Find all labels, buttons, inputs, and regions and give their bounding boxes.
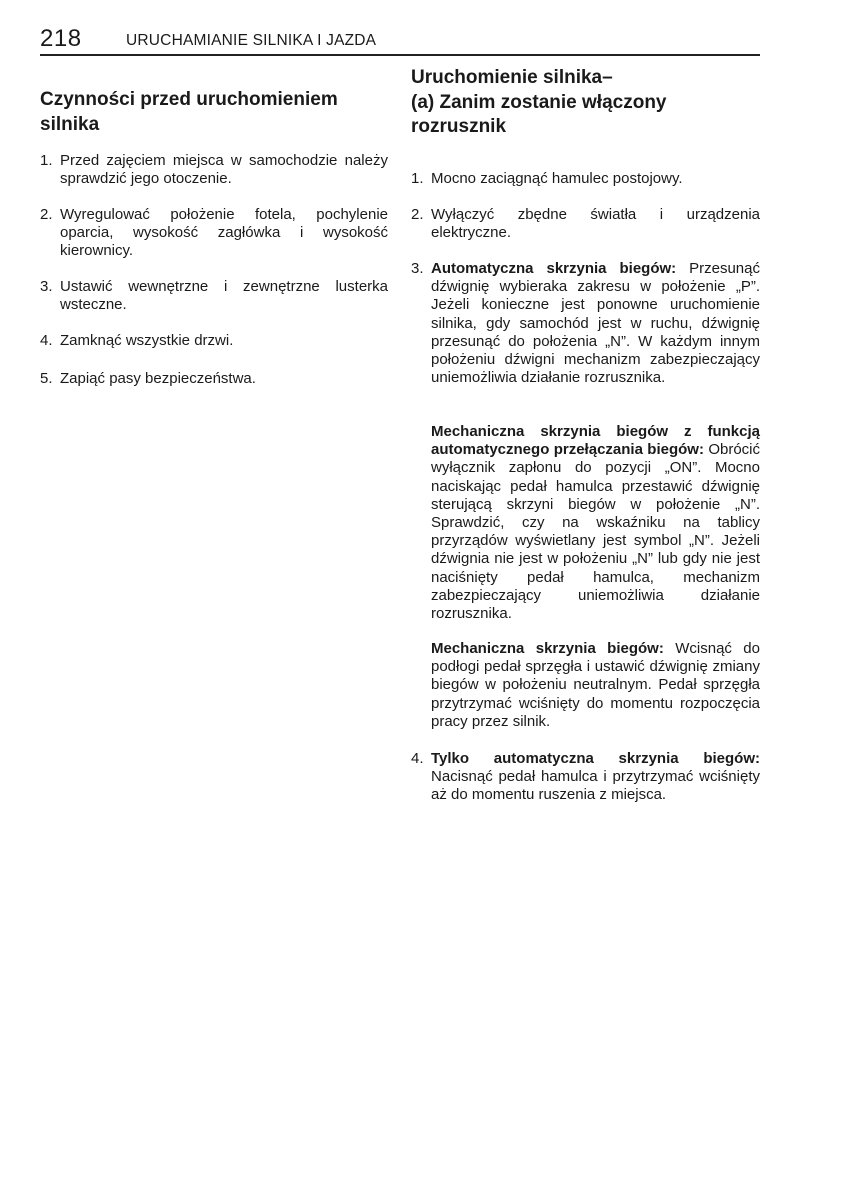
item-number: 2. xyxy=(411,206,424,223)
left-heading: Czynności przed uruchomieniem silnika xyxy=(40,89,338,135)
item-text: Nacisnąć pedał hamulca i przytrzymać wciśnięty aż do momentu ruszenia z miejsca. xyxy=(431,768,760,804)
item-bold-label: Automatyczna skrzynia biegów: xyxy=(431,260,677,277)
item-number: 3. xyxy=(40,278,53,295)
sub-paragraph-auto-manual xyxy=(411,423,760,623)
item-text: Zamknąć wszystkie drzwi. xyxy=(60,332,234,349)
list-item xyxy=(40,206,388,261)
sub-bold-label: Mechaniczna skrzynia biegów z funkcją automatycznego przełączania biegów: xyxy=(431,423,760,459)
item-text: Wyregulować położenie fotela, pochylenie oparcia, wysokość zagłówka i wysokość kierownicy. xyxy=(60,206,388,260)
item-number: 1. xyxy=(40,152,53,169)
list-item xyxy=(411,170,760,188)
section-title: URUCHAMIANIE SILNIKA I JAZDA xyxy=(126,32,377,49)
sub-paragraph-manual xyxy=(411,640,760,731)
item-text: Przesunąć dźwignię wybieraka zakresu w położenie „P”. Jeżeli konieczne jest ponowne uruchomienie silnika, gdy samochód jest w ruchu, dźwignię przesunąć do położenia „N”. W każdym innym położeniu dźwigni mechanizm zabezpieczający uniemożliwia działanie rozrusznika. xyxy=(431,260,760,387)
page-header xyxy=(40,24,760,56)
right-heading-line: (a) Zanim zostanie włączony xyxy=(411,91,667,113)
list-item xyxy=(40,332,388,350)
item-text: Wyłączyć zbędne światła i urządzenia elektryczne. xyxy=(431,206,760,242)
list-item xyxy=(40,370,388,388)
item-text: Zapiąć pasy bezpieczeństwa. xyxy=(60,370,256,387)
item-number: 2. xyxy=(40,206,53,223)
list-item xyxy=(411,260,760,387)
item-number: 3. xyxy=(411,260,424,277)
item-number: 4. xyxy=(411,750,424,767)
right-heading-line: Uruchomienie silnika– xyxy=(411,67,613,88)
list-item xyxy=(411,750,760,805)
list-item xyxy=(40,152,388,188)
item-number: 5. xyxy=(40,370,53,387)
item-text: Mocno zaciągnąć hamulec postojowy. xyxy=(431,170,683,187)
right-heading-line: rozrusznik xyxy=(411,116,507,137)
item-text: Przed zajęciem miejsca w samochodzie należy sprawdzić jego otoczenie. xyxy=(60,152,388,188)
sub-text: Obrócić wyłącznik zapłonu do pozycji „ON”. Mocno naciskając pedał hamulca przestawić dźwignię sterującą skrzyni biegów w położenie „N”. Sprawdzić, czy na wskaźniku na tablicy przyrządów wyświetlany jest symbol „N”. Jeżeli dźwignia nie jest w położeniu „N” lub gdy nie jest naciśnięty pedał hamulca, mechanizm zabezpieczający uniemożliwia działanie rozrusznika. xyxy=(431,441,760,623)
right-heading xyxy=(411,66,760,140)
list-item xyxy=(40,278,388,314)
item-number: 1. xyxy=(411,170,424,187)
list-item xyxy=(411,206,760,242)
item-text: Ustawić wewnętrzne i zewnętrzne lusterka wsteczne. xyxy=(60,278,388,314)
item-bold-label: Tylko automatyczna skrzynia biegów: xyxy=(431,750,760,767)
sub-text: Wcisnąć do podłogi pedał sprzęgła i ustawić dźwignię zmiany biegów w położeniu neutralnym. Pedał sprzęgła przytrzymać wciśnięty do momentu rozpoczęcia pracy przez silnik. xyxy=(431,640,760,730)
page-number: 218 xyxy=(40,25,82,52)
item-number: 4. xyxy=(40,332,53,349)
sub-bold-label: Mechaniczna skrzynia biegów: xyxy=(431,640,664,657)
